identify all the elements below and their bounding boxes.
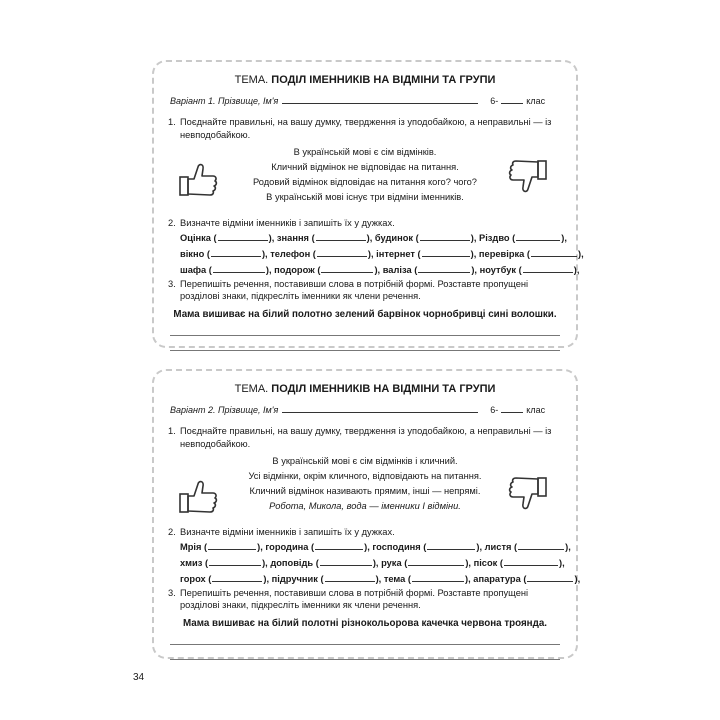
answer-blank[interactable] [427,540,475,550]
title-prefix: ТЕМА. [234,383,269,395]
grade-field [490,405,545,415]
word-text: Мрія ( [180,541,208,552]
word-text: ), рука ( [372,557,408,568]
word-text: ), [578,248,584,259]
word-text: ), [573,264,580,275]
grade-prefix: 6- [490,96,499,106]
word-text: ), підручник ( [263,573,324,584]
writing-line[interactable] [170,643,560,645]
answer-blank[interactable] [412,572,464,582]
word-text: ), городина ( [257,541,315,552]
statement[interactable]: Усі відмінки, окрім кличного, відповідають на питання. [248,471,482,481]
answer-blank[interactable] [321,263,373,273]
word-text: горох ( [180,573,212,584]
answer-blank[interactable] [208,540,256,550]
answer-blank[interactable] [315,540,363,550]
card-title [164,383,566,395]
word-text: шафа ( [180,264,212,275]
answer-blank[interactable] [504,556,558,566]
statements-block [164,454,566,524]
thumbs-up-icon[interactable] [176,474,220,518]
answer-blank[interactable] [408,556,464,566]
answer-blank[interactable] [420,231,470,241]
variant-label: Варіант 2. Прізвище, Ім'я [170,405,279,415]
answer-blank[interactable] [213,263,265,273]
task-1 [168,425,566,450]
statement[interactable]: Кличний відмінок називають прямим, інші — непрямі. [249,486,481,496]
word-text: ), перевірка ( [470,248,531,259]
word-text: ), телефон ( [261,248,316,259]
grade-field [490,96,545,106]
task-text: Визначте відміни іменників і запишіть їх у дужках. [180,218,395,228]
answer-blank[interactable] [320,556,372,566]
answer-blank[interactable] [211,247,261,257]
word-row [180,539,571,555]
word-rows [180,539,581,587]
word-text: ), інтернет ( [367,248,421,259]
statement[interactable]: Родовий відмінок відповідає на питання кого? чого? [253,177,477,187]
task-2 [168,217,566,230]
name-field-line[interactable] [282,102,478,104]
word-text: ), валіза ( [374,264,418,275]
name-field-line[interactable] [282,411,478,413]
word-text: вікно ( [180,248,210,259]
word-row [180,555,566,571]
statement[interactable]: В українській мові є сім відмінків і кличний. [272,456,458,466]
title-main: ПОДІЛ ІМЕННИКІВ НА ВІДМІНИ ТА ГРУПИ [271,383,496,395]
word-text: ), знання ( [268,232,315,243]
grade-suffix: клас [526,96,546,106]
task-text: Визначте відміни іменників і запишіть їх у дужках. [180,527,395,537]
task-text: Перепишіть речення, поставивши слова в потрібній формі. Розставте пропущені розділові знаки, підкресліть іменники як члени речення. [180,587,529,610]
answer-blank[interactable] [325,572,375,582]
variant-line [170,96,566,106]
sentence-to-rewrite: Мама вишиває на білий полотні різнокольорова качечка червона троянда. [183,617,547,629]
word-text: ), будинок ( [366,232,419,243]
word-text: ), ноутбук ( [471,264,522,275]
worksheet-card-variant-1 [152,60,584,348]
writing-line[interactable] [170,658,560,660]
title-main: ПОДІЛ ІМЕННИКІВ НА ВІДМІНИ ТА ГРУПИ [271,74,496,86]
word-text: ), тема ( [375,573,412,584]
thumbs-down-icon[interactable] [506,472,550,516]
word-text: ), листя ( [476,541,518,552]
answer-blank[interactable] [531,247,577,257]
answer-blank[interactable] [418,263,470,273]
answer-blank[interactable] [209,556,261,566]
answer-blank[interactable] [523,263,573,273]
answer-blank[interactable] [317,247,367,257]
word-text: хмиз ( [180,557,209,568]
word-row [180,230,566,246]
word-text: ), господиня ( [364,541,427,552]
task-2 [168,526,566,539]
answer-blank[interactable] [527,572,573,582]
word-text: ), пісок ( [465,557,503,568]
word-text: Оцінка ( [180,232,217,243]
word-text: ), апаратура ( [465,573,527,584]
answer-blank[interactable] [422,247,470,257]
word-text: ), [558,557,565,568]
task-number: 1. [168,426,176,436]
thumbs-down-icon[interactable] [506,155,550,199]
grade-suffix: клас [526,405,546,415]
answer-blank[interactable] [212,572,262,582]
statement[interactable]: В українській мові існує три відміни іменників. [266,192,464,202]
task-text: Поєднайте правильні, на вашу думку, твердження із уподобайкою, а неправильні — із невподобайкою. [180,117,552,140]
variant-line [170,405,566,415]
task-number: 2. [168,527,176,537]
statements-block [164,145,566,215]
task-3 [168,278,566,303]
task-1 [168,116,566,141]
title-prefix: ТЕМА. [234,74,269,86]
grade-prefix: 6- [490,405,499,415]
writing-line[interactable] [170,334,560,336]
answer-blank[interactable] [518,540,564,550]
word-text: ), [561,232,567,243]
answer-blank[interactable] [516,231,560,241]
variant-label: Варіант 1. Прізвище, Ім'я [170,96,279,106]
statement[interactable]: Кличний відмінок не відповідає на питання. [271,162,459,172]
task-text: Перепишіть речення, поставивши слова в потрібній формі. Розставте пропущені розділові знаки, підкресліть іменники як члени речення. [180,278,529,301]
task-number: 1. [168,117,176,127]
sentence-to-rewrite: Мама вишиває на білий полотно зелений барвінок чорнобривці сині волошки. [173,308,557,320]
task-number: 3. [168,278,176,289]
statement[interactable]: В українській мові є сім відмінків. [293,147,437,157]
task-number: 3. [168,587,176,598]
word-text: ), [565,541,571,552]
task-text: Поєднайте правильні, на вашу думку, твердження із уподобайкою, а неправильні — із невподобайкою. [180,426,552,449]
word-row [180,262,580,278]
grade-line[interactable] [501,412,523,413]
worksheet-card-variant-2 [152,369,581,659]
page-number: 34 [133,672,145,683]
word-text: ), подорож ( [265,264,321,275]
card-title [164,74,566,86]
answer-blank[interactable] [316,231,366,241]
word-text: ), Різдво ( [470,232,516,243]
thumbs-up-icon[interactable] [176,157,220,201]
word-rows [180,230,584,278]
statement[interactable]: Робота, Микола, вода — іменники I відміни. [269,501,461,511]
answer-blank[interactable] [218,231,268,241]
word-text: ), доповідь ( [262,557,319,568]
grade-line[interactable] [501,103,523,104]
word-text: ), [574,573,581,584]
task-number: 2. [168,218,176,228]
word-row [180,246,584,262]
task-3 [168,587,566,612]
writing-line[interactable] [170,349,560,351]
word-row [180,571,581,587]
